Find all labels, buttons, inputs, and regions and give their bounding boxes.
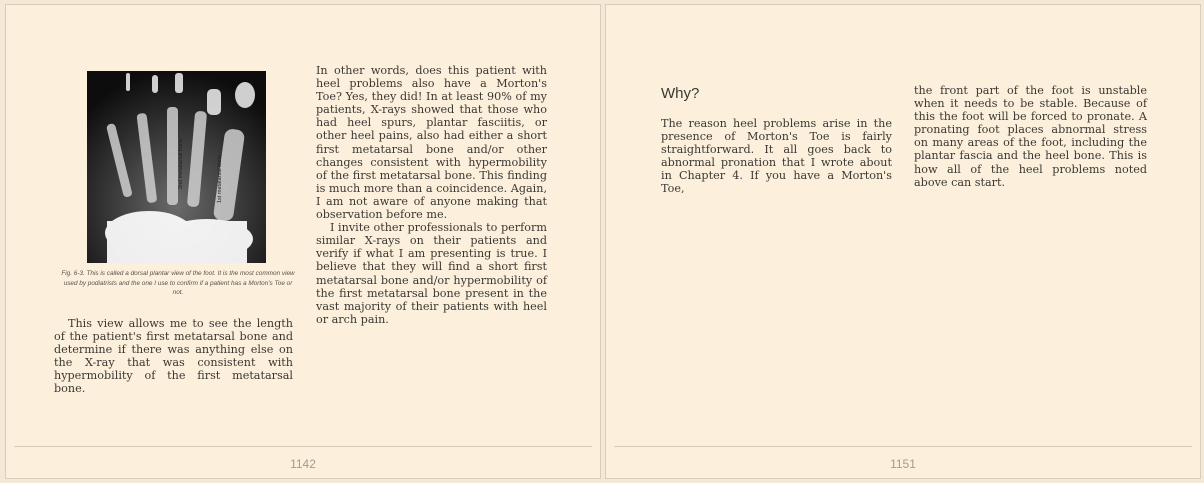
xray-foot-image [87,71,266,263]
paragraph: The reason heel problems arise in the presence of Morton's Toe is fairly straightforward. It all goes back to abnormal pronation that I wrote about in Chapter 4. If you have a Morton's Toe, [661,117,892,196]
right-column-2 [914,84,1147,189]
xray-illustration [87,71,266,263]
section-heading: Why? [661,85,700,102]
footer-divider [14,446,592,447]
right-page[interactable] [605,4,1201,479]
page-number: 1142 [290,457,316,471]
paragraph: I invite other professionals to perform similar X-rays on their patients and verify if what I am presenting is true. I believe that they will find a short first metatarsal bone and/or hypermobility of the first metatarsal bone present in the vast majority of their patients with heel or arch pain. [316,221,547,326]
xray-label-1st: 1st metatarsal bone [217,154,223,203]
xray-label-2nd: 2nd metatarsal bone [178,138,184,189]
right-column-1 [661,117,892,196]
left-page[interactable] [5,4,601,479]
figure-caption: Fig. 6-3. This is called a dorsal plantar view of the foot. It is the most common view used by podiatrists and the one I use to confirm if a patient has a Morton's Toe or not. [61,270,295,296]
left-column-2 [316,64,547,326]
footer-divider [614,446,1192,447]
left-column-1 [54,317,293,396]
paragraph: This view allows me to see the length of the patient's first metatarsal bone and determine if there was anything else on the X-ray that was consistent with hypermobility of the first metatarsal bone. [54,317,293,396]
paragraph: the front part of the foot is unstable when it needs to be stable. Because of this the foot will be forced to pronate. A pronating foot places abnormal stress on many areas of the foot, including the plantar fascia and the heel bone. This is how all of the heel problems noted above can start. [914,84,1147,189]
page-number: 1151 [890,457,916,471]
paragraph: In other words, does this patient with heel problems also have a Morton's Toe? Yes, they did! In at least 90% of my patients, X-rays showed that those who had heel spurs, plantar fasciitis, or other heel pains, also had either a short first metatarsal bone and/or other changes consistent with hypermobility of the first metatarsal bone. This finding is much more than a coincidence. Again, I am not aware of anyone making that observation before me. [316,64,547,222]
